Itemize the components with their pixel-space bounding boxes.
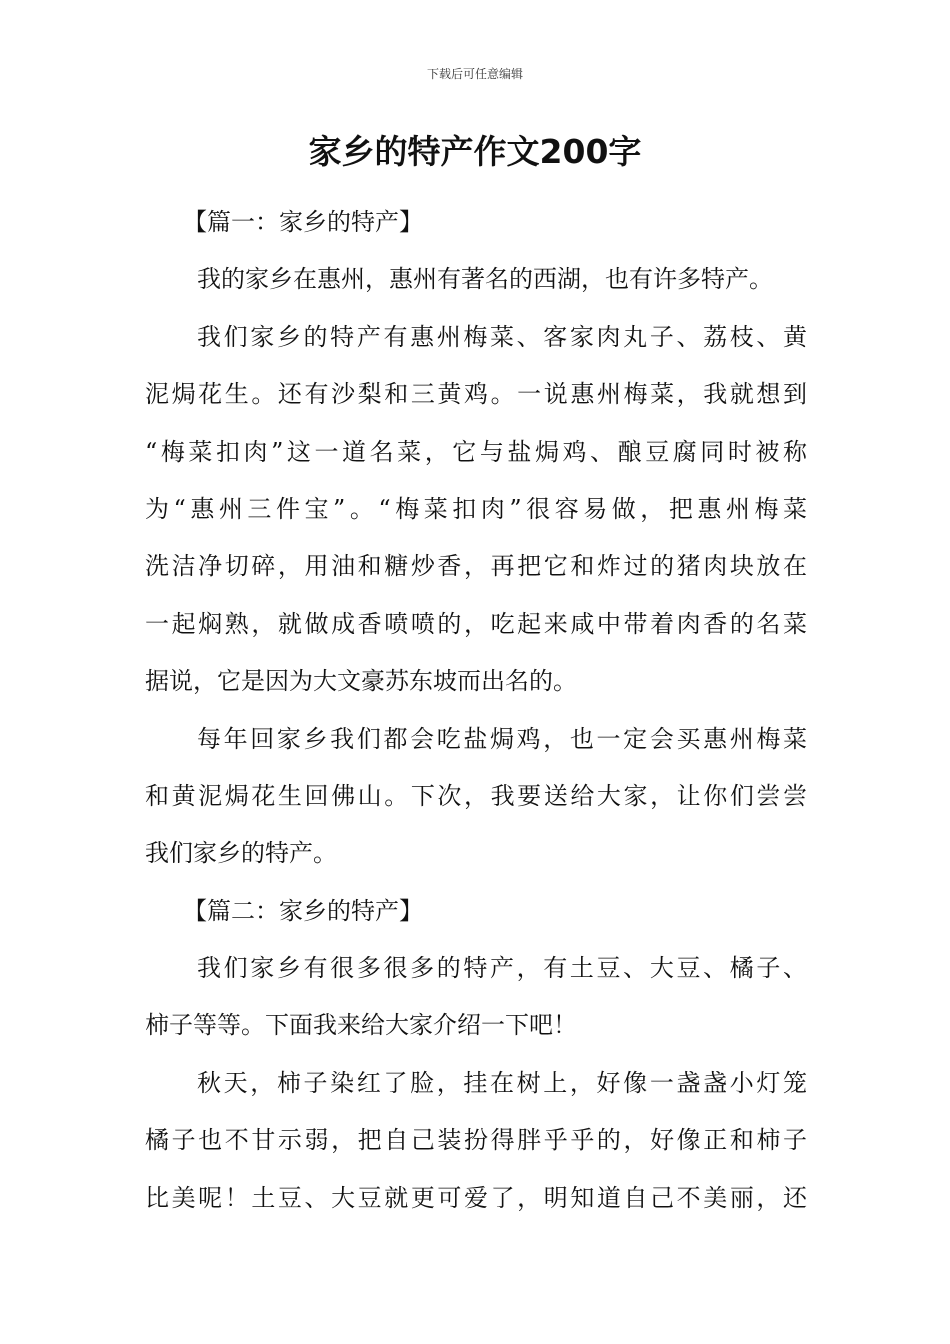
text-line: 柿子等等。下面我来给大家介绍一下吧！ bbox=[145, 1011, 577, 1040]
text-line: 一起焖熟，就做成香喷喷的，吃起来咸中带着肉香的名菜 bbox=[145, 609, 807, 638]
section-heading: 【篇二：家乡的特产】 bbox=[183, 896, 423, 925]
text-line: 我们家乡的特产有惠州梅菜、客家肉丸子、荔枝、黄 bbox=[197, 322, 807, 351]
text-line: 每年回家乡我们都会吃盐焗鸡，也一定会买惠州梅菜 bbox=[197, 724, 807, 753]
text-line: 泥焗花生。还有沙梨和三黄鸡。一说惠州梅菜，我就想到 bbox=[145, 380, 807, 409]
text-line: “梅菜扣肉”这一道名菜，它与盐焗鸡、酿豆腐同时被称 bbox=[145, 437, 807, 466]
document-body bbox=[145, 194, 807, 1227]
text-line: 我的家乡在惠州，惠州有著名的西湖，也有许多特产。 bbox=[197, 265, 773, 294]
text-line: 为“惠州三件宝”。“梅菜扣肉”很容易做，把惠州梅菜 bbox=[145, 494, 807, 523]
document-title: 家乡的特产作文200字 bbox=[308, 132, 642, 171]
text-line: 我们家乡有很多很多的特产，有土豆、大豆、橘子、 bbox=[197, 954, 807, 983]
text-line: 比美呢！土豆、大豆就更可爱了，明知道自己不美丽，还 bbox=[145, 1183, 807, 1212]
text-line: 和黄泥焗花生回佛山。下次，我要送给大家，让你们尝尝 bbox=[145, 781, 807, 810]
text-line: 我们家乡的特产。 bbox=[145, 839, 337, 868]
section-heading: 【篇一：家乡的特产】 bbox=[183, 208, 423, 236]
page-header: 下载后可任意编辑 bbox=[426, 67, 523, 81]
text-line: 橘子也不甘示弱，把自己装扮得胖乎乎的，好像正和柿子 bbox=[145, 1126, 807, 1155]
text-line: 秋天，柿子染红了脸，挂在树上，好像一盏盏小灯笼 bbox=[197, 1068, 807, 1097]
text-line: 据说，它是因为大文豪苏东坡而出名的。 bbox=[145, 667, 577, 696]
text-line: 洗洁净切碎，用油和糖炒香，再把它和炸过的猪肉块放在 bbox=[145, 552, 807, 581]
